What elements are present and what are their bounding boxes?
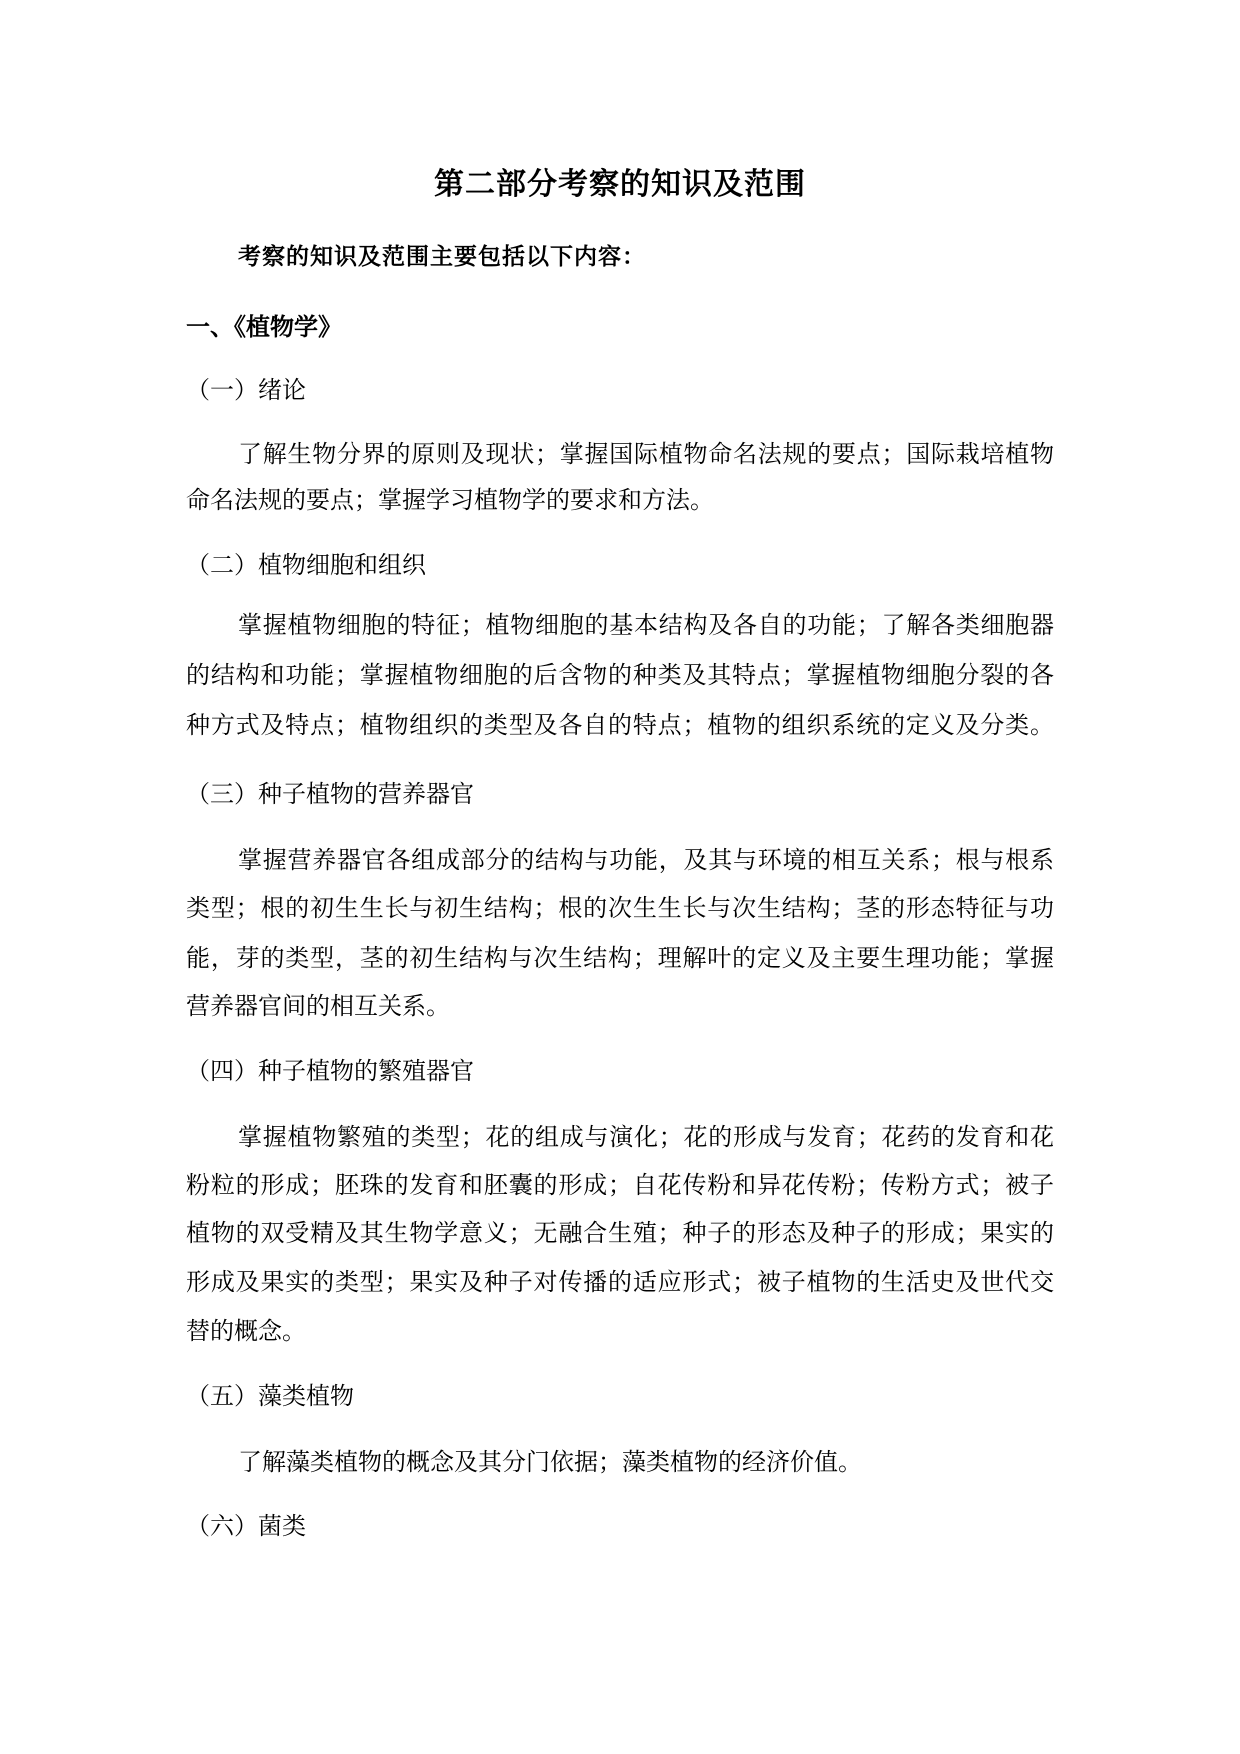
paragraph-line: 掌握植物繁殖的类型；花的组成与演化；花的形成与发育；花药的发育和花 (238, 1123, 1054, 1151)
subsection-heading-4: （四）种子植物的繁殖器官 (186, 1057, 474, 1085)
subsection-heading-1: （一）绪论 (186, 376, 306, 404)
section-heading-botany: 一、《植物学》 (186, 313, 342, 341)
paragraph-line: 形成及果实的类型；果实及种子对传播的适应形式；被子植物的生活史及世代交 (186, 1268, 1054, 1296)
paragraph-line: 了解生物分界的原则及现状；掌握国际植物命名法规的要点；国际栽培植物 (238, 440, 1054, 468)
page-title: 第二部分考察的知识及范围 (434, 167, 806, 202)
paragraph-line: 掌握植物细胞的特征；植物细胞的基本结构及各自的功能；了解各类细胞器 (238, 611, 1054, 639)
intro-heading: 考察的知识及范围主要包括以下内容： (238, 244, 646, 270)
paragraph-line: 命名法规的要点；掌握学习植物学的要求和方法。 (186, 486, 714, 514)
paragraph-line: 粉粒的形成；胚珠的发育和胚囊的形成；自花传粉和异花传粉；传粉方式；被子 (186, 1171, 1054, 1199)
paragraph-line: 种方式及特点；植物组织的类型及各自的特点；植物的组织系统的定义及分类。 (186, 711, 1054, 739)
subsection-heading-2: （二）植物细胞和组织 (186, 551, 426, 579)
paragraph-line: 能，芽的类型，茎的初生结构与次生结构；理解叶的定义及主要生理功能；掌握 (186, 944, 1054, 972)
paragraph-line: 植物的双受精及其生物学意义；无融合生殖；种子的形态及种子的形成；果实的 (186, 1219, 1054, 1247)
paragraph-line: 类型；根的初生生长与初生结构；根的次生生长与次生结构；茎的形态特征与功 (186, 894, 1054, 922)
subsection-heading-3: （三）种子植物的营养器官 (186, 780, 474, 808)
paragraph-line: 了解藻类植物的概念及其分门依据；藻类植物的经济价值。 (238, 1448, 862, 1476)
paragraph-line: 的结构和功能；掌握植物细胞的后含物的种类及其特点；掌握植物细胞分裂的各 (186, 661, 1054, 689)
paragraph-line: 掌握营养器官各组成部分的结构与功能，及其与环境的相互关系；根与根系 (238, 846, 1054, 874)
paragraph-line: 替的概念。 (186, 1317, 306, 1345)
subsection-heading-6: （六）菌类 (186, 1512, 306, 1540)
subsection-heading-5: （五）藻类植物 (186, 1382, 354, 1410)
paragraph-line: 营养器官间的相互关系。 (186, 992, 450, 1020)
